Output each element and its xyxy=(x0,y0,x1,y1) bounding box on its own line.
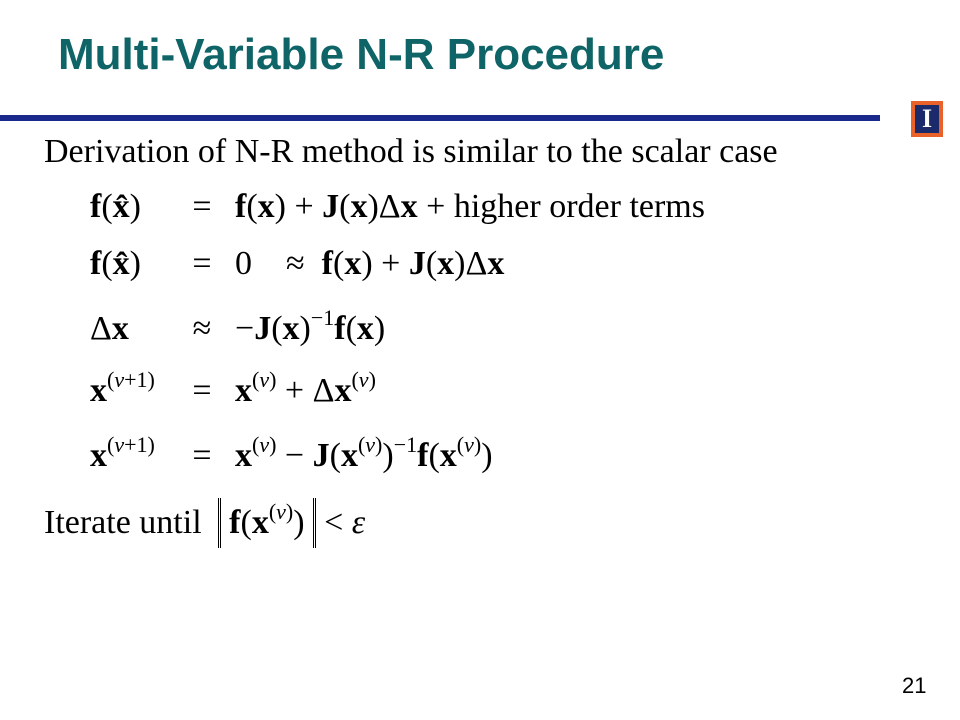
logo-i-icon: I xyxy=(921,104,933,133)
equation-4-relation: = xyxy=(192,372,212,409)
logo-inner xyxy=(915,105,939,133)
slide-title: Multi-Variable N-R Procedure xyxy=(58,30,665,79)
equation-4-rhs: $x^{(v)} + \Delta x^{(v)}$ xyxy=(235,367,376,409)
equation-3-lhs: Δx xyxy=(90,310,129,347)
equation-5-rhs: $x^{(v)} - J(x^{(v)})^{-1}f(x^{(v)})$ xyxy=(235,432,493,474)
equation-2-lhs: f(x̂) xyxy=(90,245,141,282)
intro-text: Derivation of N-R method is similar to the scalar case xyxy=(44,133,778,170)
iterate-label: Iterate until xyxy=(44,504,202,541)
equation-5-relation: = xyxy=(192,437,212,474)
equation-1-lhs: f(x̂) xyxy=(90,188,141,225)
equation-5-lhs: $x^{(v+1)}$ xyxy=(90,432,155,474)
stopping-condition: $f(x^{(v)}) < \varepsilon$ xyxy=(218,504,365,541)
equation-2-relation: = xyxy=(192,245,212,282)
equation-3-relation: ≈ xyxy=(192,310,212,347)
iterate-line xyxy=(44,498,365,548)
equation-1-relation: = xyxy=(192,188,212,225)
norm-bars: $f(x^{(v)})$ xyxy=(218,498,315,548)
equation-3-rhs: $-J(x)^{-1}f(x)$ xyxy=(235,305,386,347)
equation-4-lhs: $x^{(v+1)}$ xyxy=(90,367,155,409)
slide-number: 21 xyxy=(902,673,927,698)
university-logo xyxy=(911,101,943,137)
equation-2-rhs: 0 ≈ f(x) + J(x)Δx xyxy=(235,245,505,282)
title-rule xyxy=(0,115,880,121)
equation-1-rhs: f(x) + J(x)Δx + higher order terms xyxy=(235,188,705,225)
